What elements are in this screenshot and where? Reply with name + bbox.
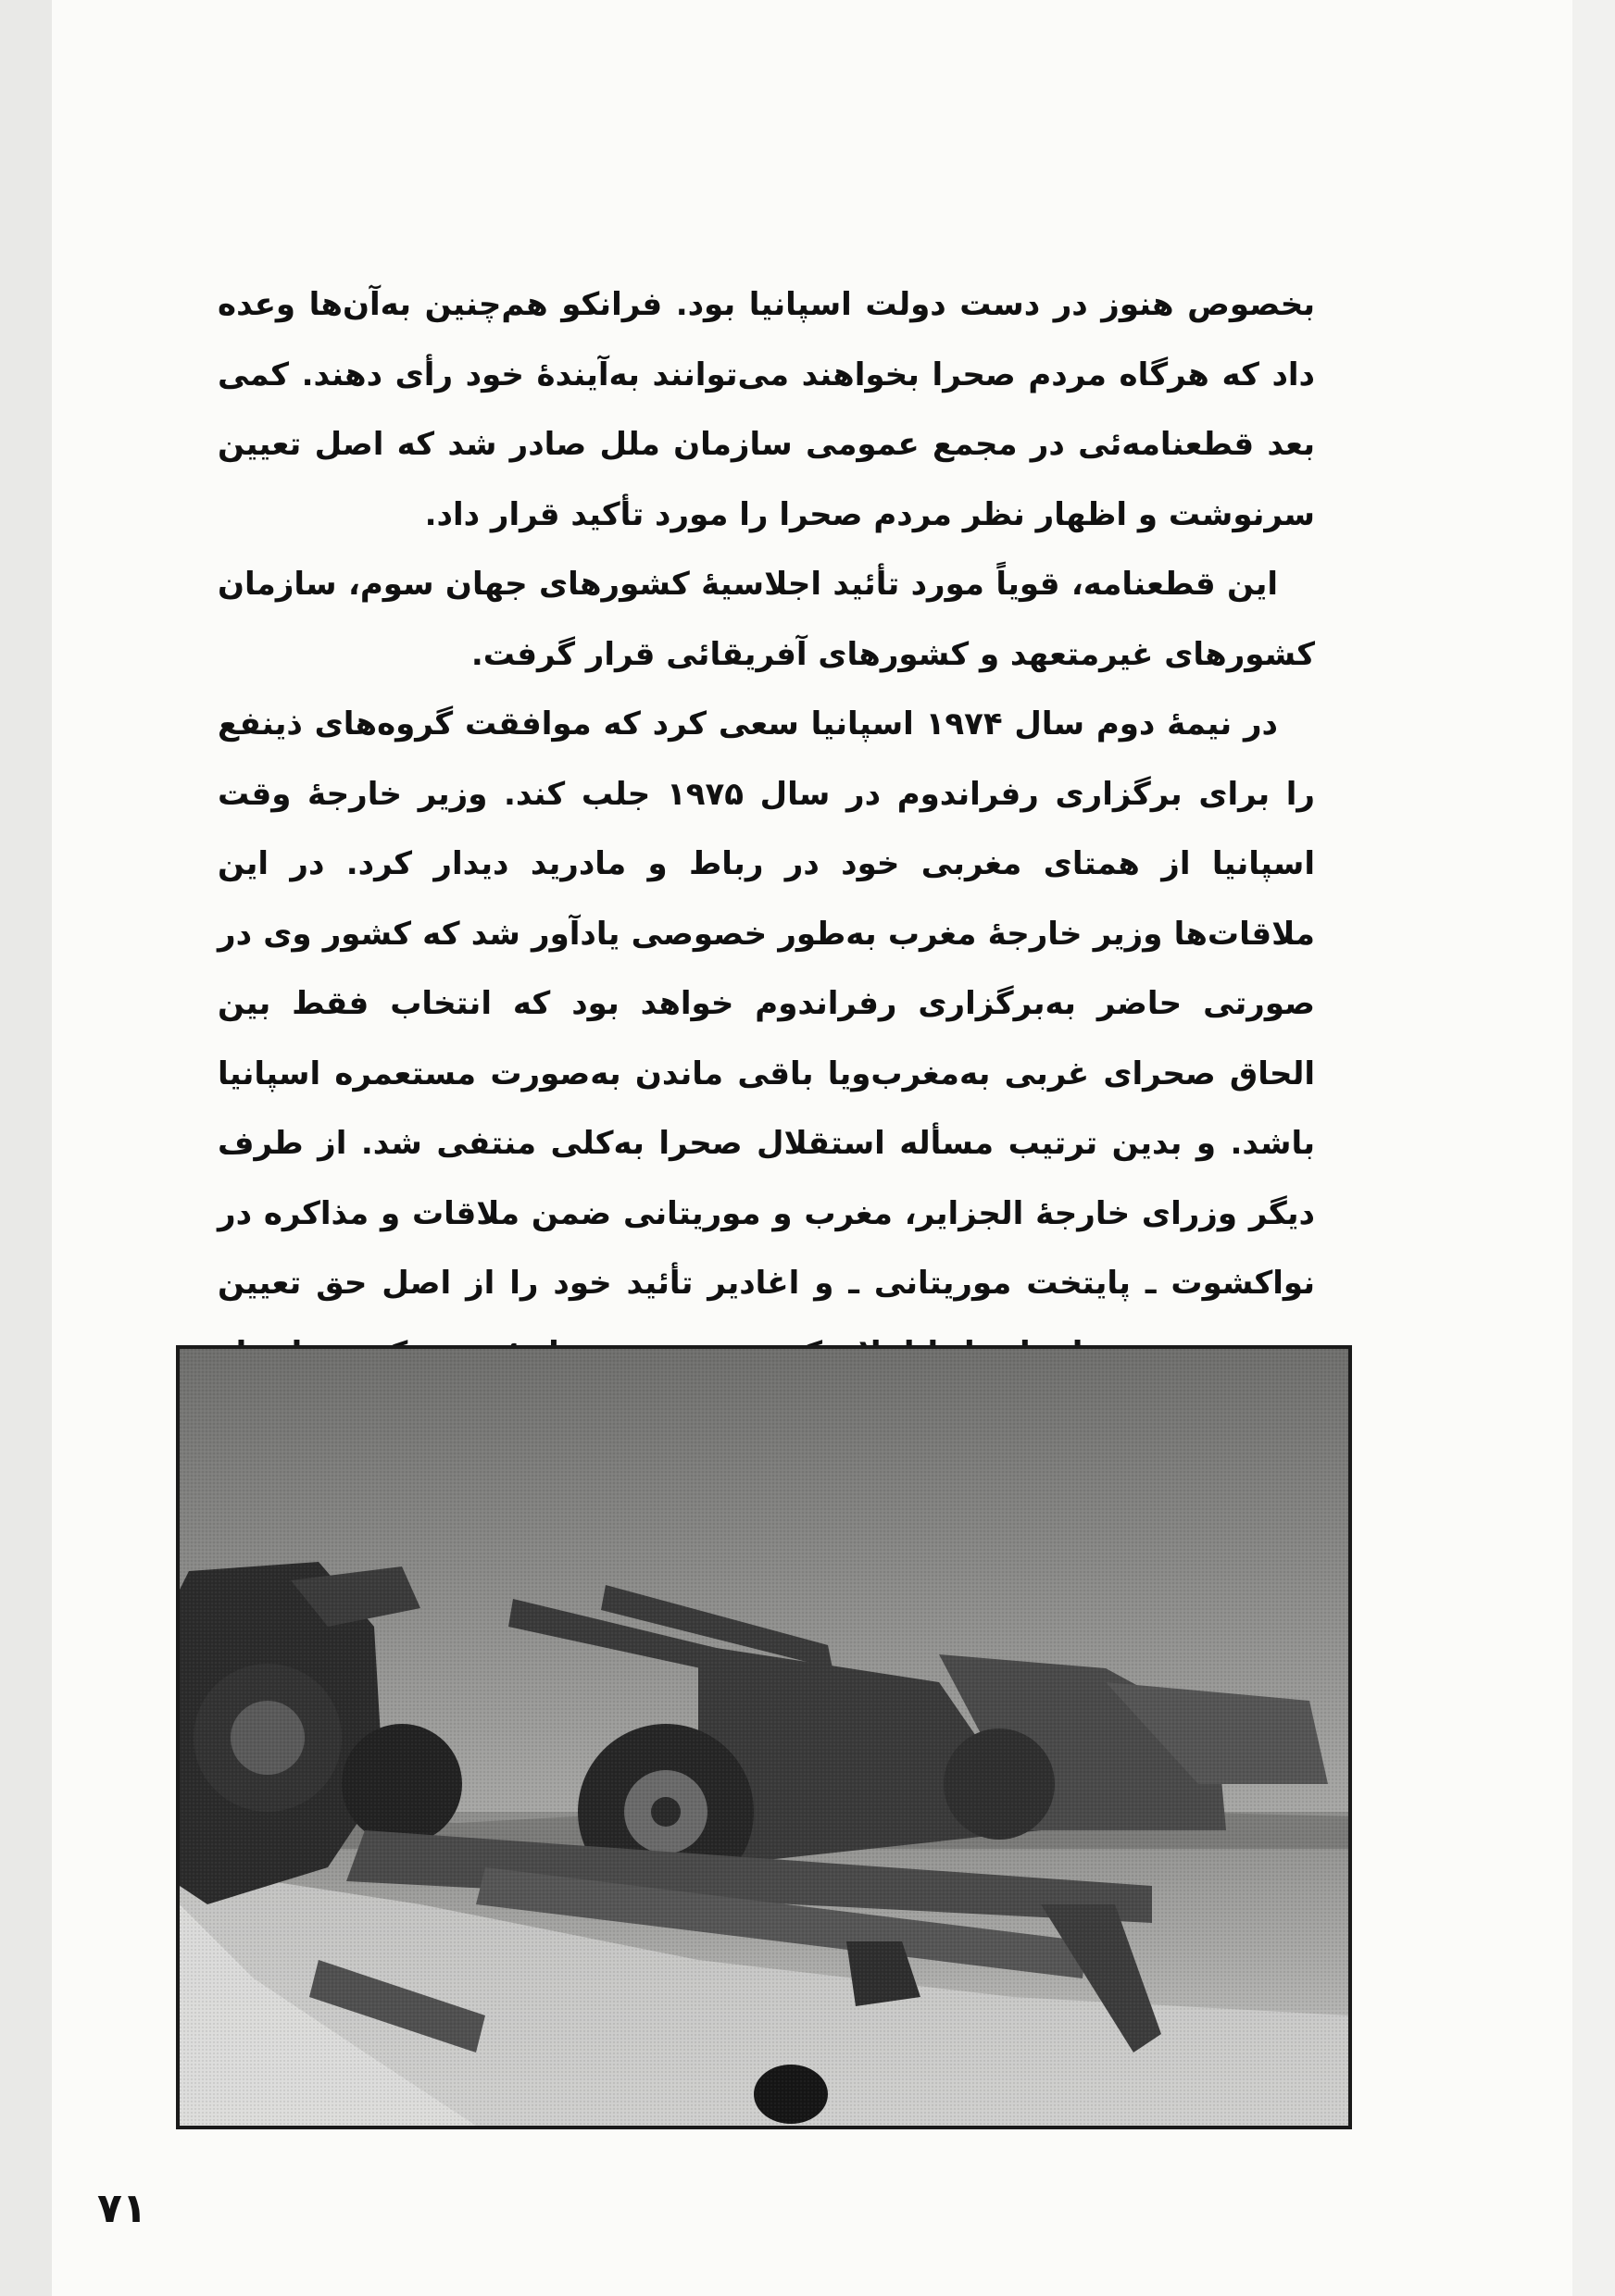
artillery-photo-drawing [180, 1349, 1348, 2126]
paragraph-2: این قطعنامه، قویاً مورد تأئید اجلاسیهٔ کشورهای جهان سوم، سازمان کشورهای غیرمتعهد و کشورهای آفریقائی قرار گرفت. [218, 566, 1315, 673]
scan-edge-left [0, 0, 52, 2296]
page-number: ۷۱ [97, 2185, 147, 2232]
paragraph-3: در نیمهٔ دوم سال ۱۹۷۴ اسپانیا سعی کرد که موافقت گروه‌های ذینفع را برای برگزاری رفراندوم در سال ۱۹۷۵ جلب کند. وزیر خارجهٔ وقت اسپانیا از همتای مغربی خود در رباط و مادرید دیدار کرد. در این ملاقات‌ها وزیر خارجهٔ مغرب به‌طور خصوصی یادآور شد که کشور وی در صورتی حاضر به‌برگزاری رفراندوم خواهد بود که انتخاب فقط بین الحاق صحرای غربی به‌مغرب‌ویا باقی ماندن به‌صورت مستعمره اسپانیا باشد. و بدین ترتیب مسأله استقلال صحرا به‌کلی منتفی شد. از طرف دیگر وزرای خارجهٔ الجزایر، مغرب و موریتانی ضمن ملاقات و مذاکره در نواکشوت ـ پایتخت موریتانی ـ و اغادیر تأئید خود را از اصل حق تعیین [218, 705, 1315, 1302]
scan-edge-right [1572, 0, 1615, 2296]
artillery-photo [176, 1345, 1352, 2129]
paragraph-1: بخصوص هنوز در دست دولت اسپانیا بود. فرانکو هم‌چنین به‌آن‌ها وعده داد که هرگاه مردم صحرا بخواهند می‌توانند به‌آیندهٔ خود رأی دهند. کمی بعد قطعنامه‌ئی در مجمع عمومی سازمان ملل صادر شد که اصل تعیین سرنوشت و اظهار نظر مردم صحرا را مورد تأکید قرار داد. [218, 286, 1315, 533]
body-text [218, 270, 1315, 1459]
